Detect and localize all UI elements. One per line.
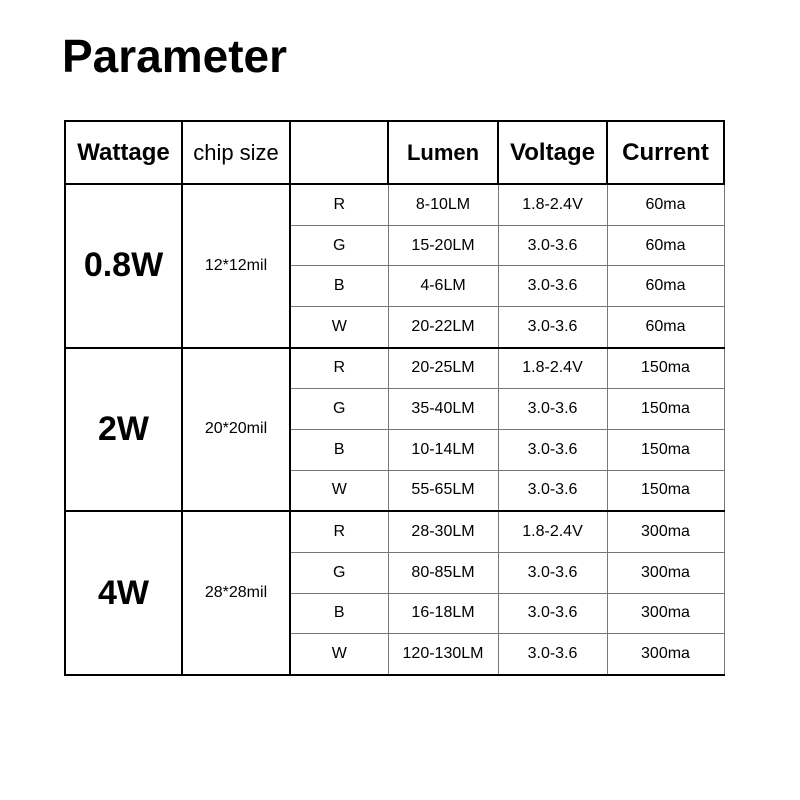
lumen-cell: 80-85LM <box>388 552 498 593</box>
lumen-cell: 20-25LM <box>388 348 498 389</box>
voltage-cell: 1.8-2.4V <box>498 184 607 225</box>
color-cell: R <box>290 184 388 225</box>
current-cell: 60ma <box>607 225 724 266</box>
current-cell: 150ma <box>607 348 724 389</box>
table-row <box>65 511 724 552</box>
voltage-cell: 3.0-3.6 <box>498 470 607 511</box>
current-cell: 300ma <box>607 593 724 634</box>
color-cell: B <box>290 593 388 634</box>
chip-size-cell: 12*12mil <box>182 184 290 348</box>
current-cell: 60ma <box>607 266 724 307</box>
header-wattage: Wattage <box>65 121 182 184</box>
lumen-cell: 120-130LM <box>388 634 498 675</box>
color-cell: B <box>290 266 388 307</box>
current-cell: 300ma <box>607 511 724 552</box>
lumen-cell: 20-22LM <box>388 306 498 347</box>
color-cell: B <box>290 429 388 470</box>
lumen-cell: 28-30LM <box>388 511 498 552</box>
current-cell: 300ma <box>607 634 724 675</box>
wattage-cell: 0.8W <box>65 184 182 348</box>
table-header-row <box>65 121 724 184</box>
wattage-cell: 2W <box>65 348 182 512</box>
current-cell: 150ma <box>607 429 724 470</box>
voltage-cell: 3.0-3.6 <box>498 429 607 470</box>
parameter-table <box>64 120 725 676</box>
chip-size-cell: 28*28mil <box>182 511 290 675</box>
color-cell: W <box>290 634 388 675</box>
color-cell: R <box>290 511 388 552</box>
voltage-cell: 1.8-2.4V <box>498 348 607 389</box>
lumen-cell: 8-10LM <box>388 184 498 225</box>
current-cell: 150ma <box>607 470 724 511</box>
color-cell: G <box>290 225 388 266</box>
page-title: Parameter <box>62 30 288 82</box>
current-cell: 60ma <box>607 306 724 347</box>
color-cell: R <box>290 348 388 389</box>
header-color <box>290 121 388 184</box>
header-voltage: Voltage <box>498 121 607 184</box>
current-cell: 300ma <box>607 552 724 593</box>
table-row <box>65 348 724 389</box>
voltage-cell: 3.0-3.6 <box>498 552 607 593</box>
color-cell: G <box>290 552 388 593</box>
voltage-cell: 3.0-3.6 <box>498 634 607 675</box>
current-cell: 60ma <box>607 184 724 225</box>
color-cell: G <box>290 389 388 430</box>
chip-size-cell: 20*20mil <box>182 348 290 512</box>
lumen-cell: 15-20LM <box>388 225 498 266</box>
table-row <box>65 184 724 225</box>
voltage-cell: 1.8-2.4V <box>498 511 607 552</box>
lumen-cell: 10-14LM <box>388 429 498 470</box>
header-current: Current <box>607 121 724 184</box>
voltage-cell: 3.0-3.6 <box>498 593 607 634</box>
voltage-cell: 3.0-3.6 <box>498 306 607 347</box>
lumen-cell: 16-18LM <box>388 593 498 634</box>
color-cell: W <box>290 306 388 347</box>
color-cell: W <box>290 470 388 511</box>
lumen-cell: 35-40LM <box>388 389 498 430</box>
header-chip-size: chip size <box>182 121 290 184</box>
lumen-cell: 55-65LM <box>388 470 498 511</box>
current-cell: 150ma <box>607 389 724 430</box>
header-lumen: Lumen <box>388 121 498 184</box>
wattage-cell: 4W <box>65 511 182 675</box>
voltage-cell: 3.0-3.6 <box>498 225 607 266</box>
lumen-cell: 4-6LM <box>388 266 498 307</box>
voltage-cell: 3.0-3.6 <box>498 389 607 430</box>
voltage-cell: 3.0-3.6 <box>498 266 607 307</box>
